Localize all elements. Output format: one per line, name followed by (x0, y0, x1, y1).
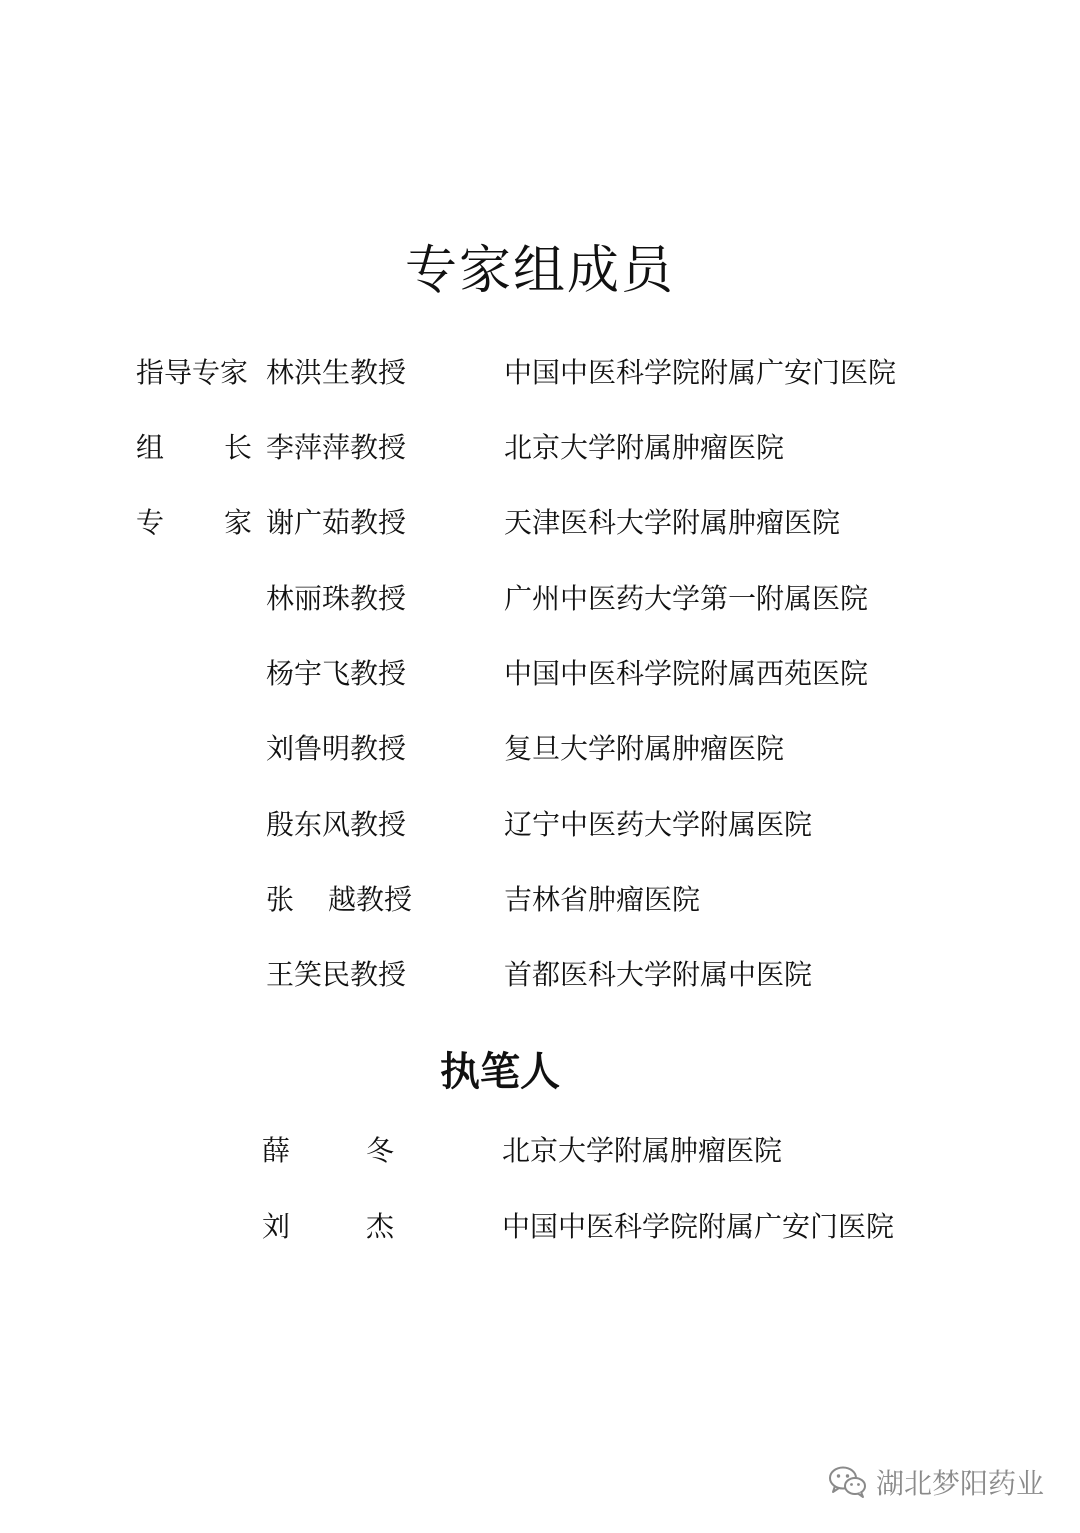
expert-row (0, 351, 1080, 395)
expert-row (0, 426, 1080, 470)
expert-institution: 广州中医药大学第一附属医院 (504, 582, 869, 615)
writer-name: 薛 冬 (262, 1134, 394, 1167)
expert-role: 专 家 (136, 506, 252, 539)
writer-name: 刘 杰 (262, 1210, 394, 1243)
writer-institution: 北京大学附属肿瘤医院 (502, 1134, 783, 1167)
writer-row (0, 1129, 1080, 1173)
expert-row (0, 652, 1080, 696)
expert-institution: 辽宁中医药大学附属医院 (504, 808, 813, 841)
expert-row (0, 501, 1080, 545)
expert-name: 谢广茹教授 (266, 506, 407, 539)
writers-title: 执笔人 (440, 1049, 560, 1095)
expert-row (0, 953, 1080, 997)
expert-institution: 吉林省肿瘤医院 (504, 883, 701, 916)
expert-row (0, 878, 1080, 922)
expert-name: 王笑民教授 (266, 958, 407, 991)
writer-institution: 中国中医科学院附属广安门医院 (502, 1210, 895, 1243)
expert-institution: 复旦大学附属肿瘤医院 (504, 732, 785, 765)
expert-institution: 北京大学附属肿瘤医院 (504, 431, 785, 464)
expert-name: 刘鲁明教授 (266, 732, 407, 765)
expert-row (0, 803, 1080, 847)
expert-role: 组 长 (136, 431, 252, 464)
expert-institution: 天津医科大学附属肿瘤医院 (504, 506, 841, 539)
wechat-icon (828, 1465, 868, 1499)
expert-row (0, 577, 1080, 621)
writer-row (0, 1205, 1080, 1249)
expert-name: 李萍萍教授 (266, 431, 407, 464)
expert-institution: 中国中医科学院附属广安门医院 (504, 356, 897, 389)
expert-institution: 首都医科大学附属中医院 (504, 958, 813, 991)
expert-name: 殷东风教授 (266, 808, 407, 841)
page-title: 专家组成员 (404, 241, 675, 301)
watermark-text: 湖北梦阳药业 (875, 1467, 1044, 1500)
expert-name: 张 越教授 (266, 883, 412, 916)
expert-name: 杨宇飞教授 (266, 657, 407, 690)
expert-row (0, 727, 1080, 771)
expert-name: 林丽珠教授 (266, 582, 407, 615)
expert-institution: 中国中医科学院附属西苑医院 (504, 657, 869, 690)
expert-role: 指导专家 (136, 356, 249, 389)
expert-name: 林洪生教授 (266, 356, 407, 389)
watermark (828, 1462, 1044, 1502)
